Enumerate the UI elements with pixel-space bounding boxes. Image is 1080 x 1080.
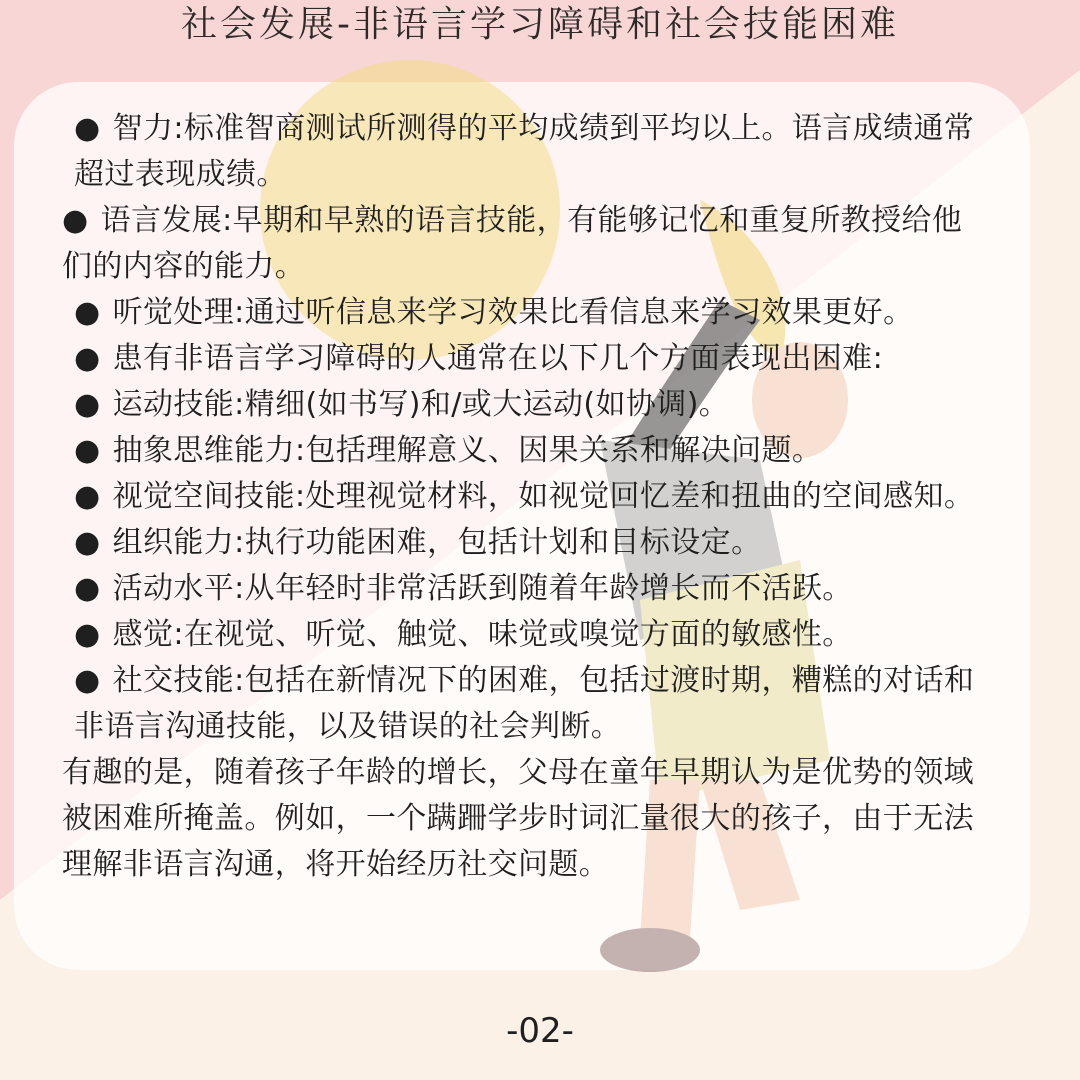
shoe-shape [600, 928, 700, 972]
list-item-text: 智力:标准智商测试所测得的平均成绩到平均以上。语言成绩通常超过表现成绩。 [74, 111, 975, 192]
list-item-activity-level [62, 566, 992, 612]
bullet-icon: ● [74, 663, 101, 698]
bullet-icon: ● [74, 387, 101, 422]
closing-paragraph: 有趣的是，随着孩子年龄的增长，父母在童年早期认为是优势的领域被困难所掩盖。例如，一个蹒跚学步时词汇量很大的孩子，由于无法理解非语言沟通，将开始经历社交问题。 [62, 755, 974, 882]
bullet-icon: ● [74, 341, 101, 376]
list-item-visual-spatial [62, 474, 992, 520]
list-item-text: 抽象思维能力:包括理解意义、因果关系和解决问题。 [112, 433, 823, 468]
list-item-text: 组织能力:执行功能困难，包括计划和目标设定。 [112, 525, 762, 560]
list-item-abstract-thinking [62, 428, 992, 474]
bullet-icon: ● [74, 617, 101, 652]
list-item-difficulties-intro [62, 336, 992, 382]
page-title: 社会发展-非语言学习障碍和社会技能困难 [181, 4, 899, 45]
bullet-icon: ● [74, 433, 101, 468]
list-item-text: 感觉:在视觉、听觉、触觉、味觉或嗅觉方面的敏感性。 [112, 617, 853, 652]
list-item-language-development [62, 198, 992, 290]
bullet-icon: ● [74, 295, 101, 330]
list-item-text: 社交技能:包括在新情况下的困难，包括过渡时期，糟糕的对话和非语言沟通技能，以及错误的社会判断。 [74, 663, 975, 744]
bullet-icon: ● [74, 479, 101, 514]
list-item-text: 患有非语言学习障碍的人通常在以下几个方面表现出困难: [112, 341, 884, 376]
list-item-social-skills [62, 658, 992, 750]
list-item-sensory [62, 612, 992, 658]
bullet-icon: ● [74, 571, 101, 606]
list-item-text: 活动水平:从年轻时非常活跃到随着年龄增长而不活跃。 [112, 571, 853, 606]
list-item-text: 语言发展:早期和早熟的语言技能，有能够记忆和重复所教授给他们的内容的能力。 [62, 203, 963, 284]
list-item-text: 听觉处理:通过听信息来学习效果比看信息来学习效果更好。 [112, 295, 914, 330]
list-item-organization [62, 520, 992, 566]
bullet-icon: ● [74, 111, 101, 146]
list-item-auditory-processing [62, 290, 992, 336]
bullet-icon: ● [62, 203, 89, 238]
page-number: -02- [506, 1011, 574, 1051]
bullet-icon: ● [74, 525, 101, 560]
list-item-intelligence [62, 106, 992, 198]
list-item-text: 运动技能:精细(如书写)和/或大运动(如协调)。 [112, 387, 730, 422]
list-item-text: 视觉空间技能:处理视觉材料，如视觉回忆差和扭曲的空间感知。 [112, 479, 975, 514]
list-item-motor-skills [62, 382, 992, 428]
content-body [62, 106, 992, 888]
